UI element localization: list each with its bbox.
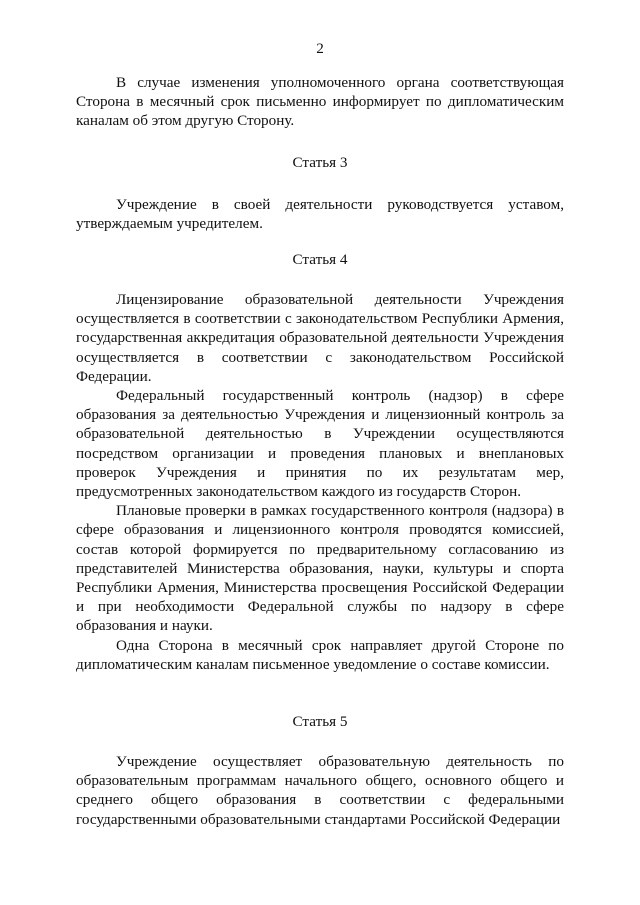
article-5-section — [76, 752, 564, 829]
article-5-paragraph-1: Учреждение осуществляет образовательную деятельность по образовательным программам начального общего, основного общего и среднего общего образования в соответствии с федеральными государственными образовательными стандартами Российской Федерации — [76, 753, 564, 828]
article-4-paragraph-2: Федеральный государственный контроль (надзор) в сфере образования за деятельностью Учреждения и лицензионный контроль за образовательной деятельностью в Учреждении осуществляются посредством организации и проведения плановых и внеплановых проверок Учреждения и принятия по их результатам мер, предусмотренных законодательством каждого из государств Сторон. — [76, 387, 564, 501]
article-5-heading-block — [76, 712, 564, 731]
article-3-section — [76, 195, 564, 233]
article-5-heading: Статья 5 — [292, 713, 348, 730]
article-4-heading-block — [76, 250, 564, 269]
article-4-paragraph-4: Одна Сторона в месячный срок направляет другой Стороне по дипломатическим каналам письменное уведомление о составе комиссии. — [76, 636, 564, 673]
article-4-section — [76, 290, 564, 674]
article-3-paragraph-1: Учреждение в своей деятельности руководствуется уставом, утверждаемым учредителем. — [76, 196, 564, 233]
article-4-heading: Статья 4 — [292, 251, 348, 268]
intro-paragraph: В случае изменения уполномоченного органа соответствующая Сторона в месячный срок письменно информирует по дипломатическим каналам об этом другую Сторону. — [76, 74, 564, 130]
intro-section — [76, 73, 564, 131]
article-3-heading-block — [76, 153, 564, 172]
article-4-paragraph-1: Лицензирование образовательной деятельности Учреждения осуществляется в соответствии с законодательством Республики Армения, государственная аккредитация образовательной деятельности Учреждения осуществляется в соответствии с законодательством Российской Федерации. — [76, 291, 564, 385]
article-3-heading: Статья 3 — [292, 154, 348, 171]
article-4-paragraph-3: Плановые проверки в рамках государственного контроля (надзора) в сфере образования и лицензионного контроля проводятся комиссией, состав которой формируется по предварительному согласованию из представителей Министерства образования, науки, культуры и спорта Республики Армения, Министерства просвещения Российской Федерации и при необходимости Федеральной службы по надзору в сфере образования и науки. — [76, 502, 564, 635]
page-number: 2 — [316, 40, 324, 57]
